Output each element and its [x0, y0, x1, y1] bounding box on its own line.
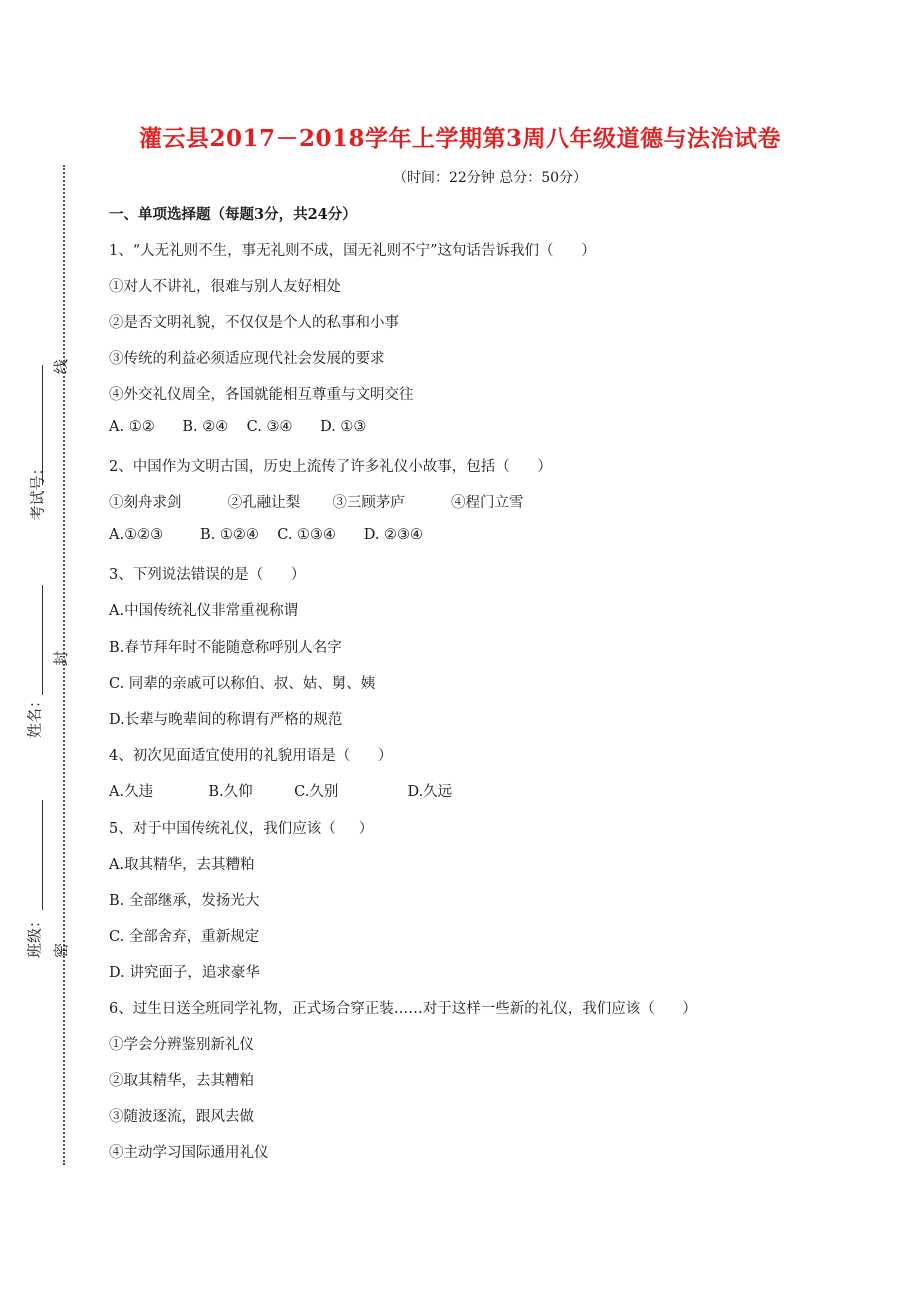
q4-choices: A.久违 B.久仰 C.久别 D.久远: [109, 784, 453, 800]
name-label: 姓名：: [25, 693, 44, 739]
question-3: 3、下列说法错误的是（ ）: [109, 567, 306, 583]
q3-choice-a: A.中国传统礼仪非常重视称谓: [109, 603, 299, 619]
q5-choice-b: B. 全部继承，发扬光大: [109, 893, 260, 909]
q1-option-3: ③传统的利益必须适应现代社会发展的要求: [109, 351, 385, 367]
q6-option-2: ②取其精华，去其糟粕: [109, 1073, 254, 1089]
name-blank: [42, 585, 43, 695]
q5-choice-d: D. 讲究面子，追求豪华: [109, 965, 260, 981]
q5-choice-a: A.取其精华，去其糟粕: [109, 857, 255, 873]
q3-choice-b: B.春节拜年时不能随意称呼别人名字: [109, 640, 342, 656]
section1-heading: 一、单项选择题（每题3分，共24分）: [109, 206, 357, 223]
exam-no-label: 考试号：: [28, 460, 47, 521]
question-4: 4、初次见面适宜使用的礼貌用语是（ ）: [109, 748, 393, 764]
q2-choices: A.①②③ B. ①②④ C. ①③④ D. ②③④: [109, 527, 424, 543]
class-blank: [42, 800, 43, 910]
question-2: 2、中国作为文明古国，历史上流传了许多礼仪小故事，包括（ ）: [109, 459, 552, 475]
exam-time-score: （时间：22分钟 总分：50分）: [392, 170, 588, 186]
q1-option-1: ①对人不讲礼，很难与别人友好相处: [109, 279, 341, 295]
q3-choice-c: C. 同辈的亲戚可以称伯、叔、姑、舅、姨: [109, 676, 376, 692]
q6-option-4: ④主动学习国际通用礼仪: [109, 1145, 269, 1161]
seal-secret-char: 密: [52, 942, 71, 959]
exam-title: 灌云县2017－2018学年上学期第3周八年级道德与法治试卷: [138, 125, 782, 152]
q5-choice-c: C. 全部舍弃，重新规定: [109, 929, 260, 945]
question-1: 1、“人无礼则不生，事无礼则不成，国无礼则不宁”这句话告诉我们（ ）: [109, 243, 596, 259]
seal-seal-char: 封: [52, 650, 71, 667]
q2-options: ①刻舟求剑 ②孔融让梨 ③三顾茅庐 ④程门立雪: [109, 495, 524, 511]
q1-choices: A. ①② B. ②④ C. ③④ D. ①③: [109, 419, 367, 435]
q6-option-1: ①学会分辨鉴别新礼仪: [109, 1037, 254, 1053]
q1-option-4: ④外交礼仪周全，各国就能相互尊重与文明交往: [109, 387, 414, 403]
q6-option-3: ③随波逐流，跟风去做: [109, 1109, 254, 1125]
q1-option-2: ②是否文明礼貌，不仅仅是个人的私事和小事: [109, 315, 399, 331]
seal-line-char: 线: [52, 358, 71, 375]
question-6: 6、过生日送全班同学礼物，正式场合穿正装……对于这样一些新的礼仪，我们应该（ ）: [109, 1001, 697, 1017]
question-5: 5、对于中国传统礼仪，我们应该（ ）: [109, 821, 374, 837]
q3-choice-d: D.长辈与晚辈间的称谓有严格的规范: [109, 712, 343, 728]
class-label: 班级：: [25, 913, 44, 959]
